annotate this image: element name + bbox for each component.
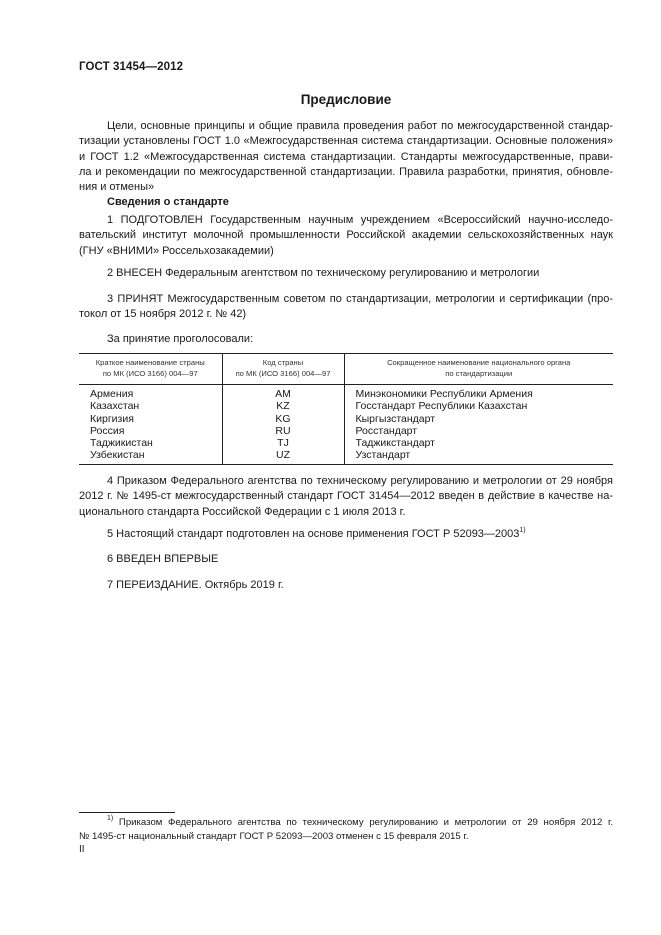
document-header: ГОСТ 31454—2012 [79, 61, 184, 73]
item-7 [79, 578, 613, 593]
code-cell: UZ [222, 449, 344, 464]
country-cell: Армения [79, 385, 222, 401]
item-7-line: 7 ПЕРЕИЗДАНИЕ. Октябрь 2019 г. [107, 579, 284, 591]
item-6 [79, 552, 613, 567]
votes-intro-line: За принятие проголосовали: [107, 333, 254, 345]
footnote-divider [79, 812, 175, 813]
code-cell: AM [222, 385, 344, 401]
item-4-line: ционального стандарта Российской Федерации с 1 июля 2013 г. [79, 505, 406, 518]
item-1-line: вательский институт молочной промышленности Российской академии сельскохозяйственных наук [79, 229, 613, 242]
item-5-line [79, 527, 613, 542]
table-row [79, 385, 613, 401]
item-1 [79, 213, 613, 259]
section-subheading: Сведения о стандарте [107, 196, 229, 208]
intro-paragraph [79, 119, 613, 195]
footnote-reference[interactable]: 1) [519, 527, 526, 534]
table-row [79, 449, 613, 464]
body-cell: Узстандарт [344, 449, 613, 464]
footnote-line [79, 816, 613, 830]
code-cell: KZ [222, 400, 344, 412]
table-row [79, 400, 613, 412]
country-cell: Киргизия [79, 413, 222, 425]
item-4-line: 2012 г. № 1495-ст межгосударственный стандарт ГОСТ 31454—2012 введен в действие в качестве на- [79, 490, 613, 503]
intro-line: ла и рекомендации по межгосударственной стандартизации. Правила разработки, принятия, обновле- [79, 165, 613, 178]
body-cell: Минэкономики Республики Армения [344, 385, 613, 401]
header-national-body: Сокращенное наименование национального органа по стандартизации [344, 354, 613, 385]
page-title: Предисловие [300, 92, 392, 107]
item-4-line: 4 Приказом Федерального агентства по техническому регулированию и метрологии от 29 ноября [107, 475, 613, 487]
item-3-line: 3 ПРИНЯТ Межгосударственным советом по стандартизации, метрологии и сертификации (про- [107, 293, 613, 305]
intro-line: ния и отмены» [79, 181, 155, 194]
header-country: Краткое наименование страны по МК (ИСО 3166) 004—97 [79, 354, 222, 385]
table-row [79, 425, 613, 437]
voting-table [79, 353, 613, 465]
item-2-line: 2 ВНЕСЕН Федеральным агентством по техническому регулированию и метрологии [107, 267, 540, 279]
footnote-text: Приказом Федерального агентства по техническому регулированию и метрологии от 29 ноября 2012 г. [118, 817, 613, 828]
page-number: II [79, 844, 85, 855]
item-5-text: 5 Настоящий стандарт подготовлен на основе применения ГОСТ Р 52093—2003 [107, 528, 520, 540]
intro-line: Цели, основные принципы и общие правила проведения работ по межгосударственной стандар- [107, 120, 613, 132]
body-cell: Кыргызстандарт [344, 413, 613, 425]
item-4 [79, 474, 613, 520]
item-6-line: 6 ВВЕДЕН ВПЕРВЫЕ [107, 553, 219, 565]
body-cell: Росстандарт [344, 425, 613, 437]
table-row [79, 413, 613, 425]
code-cell: TJ [222, 437, 344, 449]
code-cell: KG [222, 413, 344, 425]
body-cell: Госстандарт Республики Казахстан [344, 400, 613, 412]
item-5 [79, 527, 613, 542]
item-3-line: токол от 15 ноября 2012 г. № 42) [79, 308, 247, 321]
body-cell: Таджикстандарт [344, 437, 613, 449]
item-3 [79, 292, 613, 323]
footnote-line: № 1495-ст национальный стандарт ГОСТ Р 52093—2003 отменен с 15 февраля 2015 г. [79, 830, 469, 842]
footnote-mark: 1) [107, 815, 114, 822]
country-cell: Таджикистан [79, 437, 222, 449]
item-1-line: 1 ПОДГОТОВЛЕН Государственным научным учреждением «Всероссийский научно-исследо- [107, 214, 613, 226]
item-2 [79, 266, 613, 281]
country-cell: Казахстан [79, 400, 222, 412]
code-cell: RU [222, 425, 344, 437]
intro-line: тизации установлены ГОСТ 1.0 «Межгосударственная система стандартизации. Основные положения» [79, 135, 613, 148]
votes-intro [79, 332, 613, 347]
footnote [79, 816, 613, 843]
country-cell: Россия [79, 425, 222, 437]
table-header-row [79, 354, 613, 385]
table-row [79, 437, 613, 449]
item-1-line: (ГНУ «ВНИМИ» Россельхозакадемии) [79, 244, 274, 257]
country-cell: Узбекистан [79, 449, 222, 464]
header-code: Код страны по МК (ИСО 3166) 004—97 [222, 354, 344, 385]
intro-line: и ГОСТ 1.2 «Межгосударственная система стандартизации. Стандарты межгосударственные, прави- [79, 150, 613, 163]
